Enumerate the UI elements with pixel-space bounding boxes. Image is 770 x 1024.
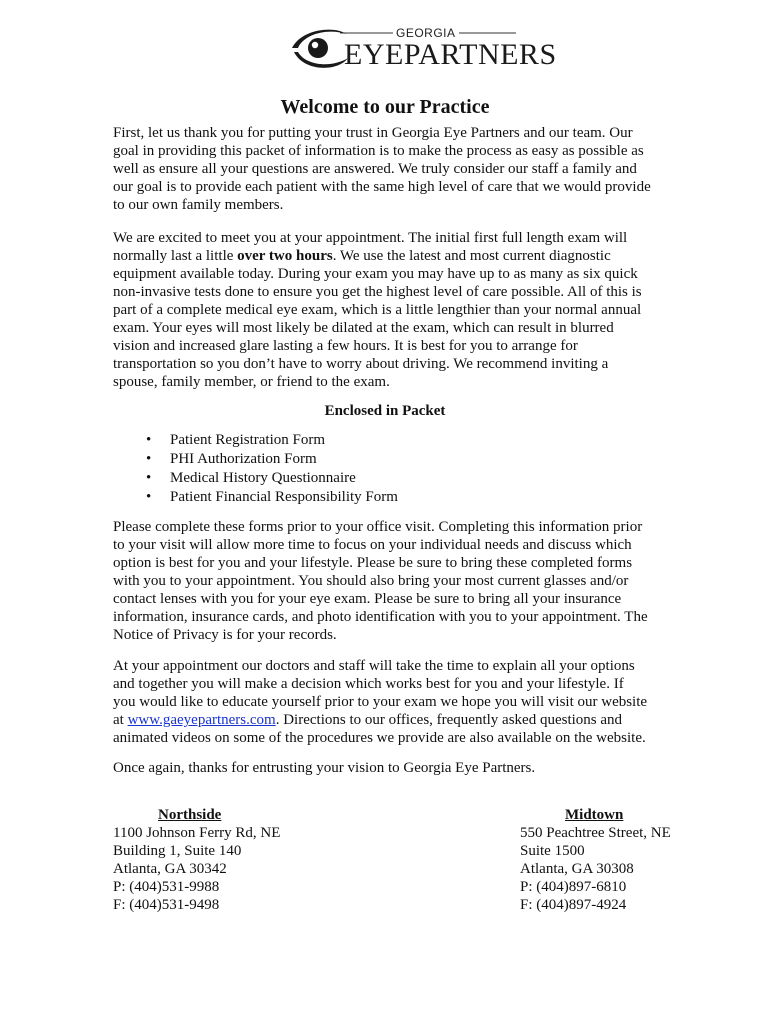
list-item-label: Patient Financial Responsibility Form: [170, 489, 398, 505]
office-midtown: [520, 806, 671, 914]
website-text-end: . Directions to our offices, frequently asked questions and animated videos on some of the procedures we provide are also available on the website.: [113, 712, 646, 746]
website-text-start: At your appointment our doctors and staff will take the time to explain all your options and together you will make a decision which works best for you and your lifestyle. If you would like to educate yourself prior to your exam we hope you will visit our website at: [113, 658, 648, 728]
list-item-label: Medical History Questionnaire: [170, 470, 356, 486]
website-link[interactable]: www.gaeyepartners.com: [127, 712, 276, 728]
office-northside: [113, 806, 280, 914]
closing-paragraph: Once again, thanks for entrusting your vision to Georgia Eye Partners.: [113, 760, 536, 776]
enclosed-heading: Enclosed in Packet: [324, 403, 446, 419]
office-name: Midtown: [565, 807, 624, 823]
office-address-line2: Building 1, Suite 140: [113, 843, 242, 859]
list-item-label: PHI Authorization Form: [170, 451, 317, 467]
thank-you-paragraph: First, let us thank you for putting your trust in Georgia Eye Partners and our team. Our goal in providing this packet of information is to make the process as easy as possible as well as ensure all your questions are answered. We truly consider our staff a family and our goal is to provide each patient with the same high level of care that we would provide to our own family members.: [113, 125, 651, 213]
website-paragraph: [113, 657, 663, 747]
office-city: Atlanta, GA 30308: [520, 861, 634, 877]
office-address-line1: 550 Peachtree Street, NE: [520, 825, 671, 841]
office-fax: F: (404)897-4924: [520, 897, 627, 913]
appointment-text-start: We are excited to meet you at your appointment. The initial first full length exam will normally last a little: [113, 230, 628, 264]
appointment-paragraph: [113, 229, 663, 391]
list-item: [146, 488, 398, 507]
bullet-icon: •: [146, 489, 152, 505]
logo-eyepartners-text: EYEPARTNERS: [344, 38, 557, 71]
forms-instructions-paragraph: Please complete these forms prior to your office visit. Completing this information prior to your visit will allow more time to focus on your individual needs and discuss which option is best for you and your lifestyle. Please be sure to bring these completed forms with you to your appointment. You should also bring your most current glasses and/or contact lenses with you for your eye exam. Please be sure to bring all your insurance information, insurance cards, and photo identification with you to your appointment. The Notice of Privacy is for your records.: [113, 519, 648, 643]
list-item-label: Patient Registration Form: [170, 432, 325, 448]
list-item: [146, 450, 398, 469]
office-city: Atlanta, GA 30342: [113, 861, 227, 877]
company-logo: [288, 22, 557, 74]
appointment-text-end: . We use the latest and most current diagnostic equipment available today. During your exam you may have up to as many as six quick non-invasive tests done to ensure you get the highest level of care possible. All of this is part of a complete medical eye exam, which is a little lengthier than your normal annual exam. Your eyes will most likely be dilated at the exam, which can result in blurred vision and increased glare lasting a few hours. It is best for you to arrange for transportation so you don’t have to worry about driving. We recommend inviting a spouse, family member, or friend to the exam.: [113, 248, 642, 390]
list-item: [146, 431, 398, 450]
logo-georgia-text: GEORGIA: [393, 26, 459, 40]
exam-duration-emphasis: over two hours: [237, 248, 333, 264]
office-phone: P: (404)897-6810: [520, 879, 627, 895]
office-name: Northside: [158, 807, 222, 823]
office-phone: P: (404)531-9988: [113, 879, 220, 895]
page-title: Welcome to our Practice: [280, 96, 490, 118]
office-address-line2: Suite 1500: [520, 843, 585, 859]
office-address-line1: 1100 Johnson Ferry Rd, NE: [113, 825, 281, 841]
bullet-icon: •: [146, 451, 152, 467]
bullet-icon: •: [146, 432, 152, 448]
list-item: [146, 469, 398, 488]
bullet-icon: •: [146, 470, 152, 486]
enclosed-forms-list: [146, 431, 398, 507]
office-fax: F: (404)531-9498: [113, 897, 220, 913]
